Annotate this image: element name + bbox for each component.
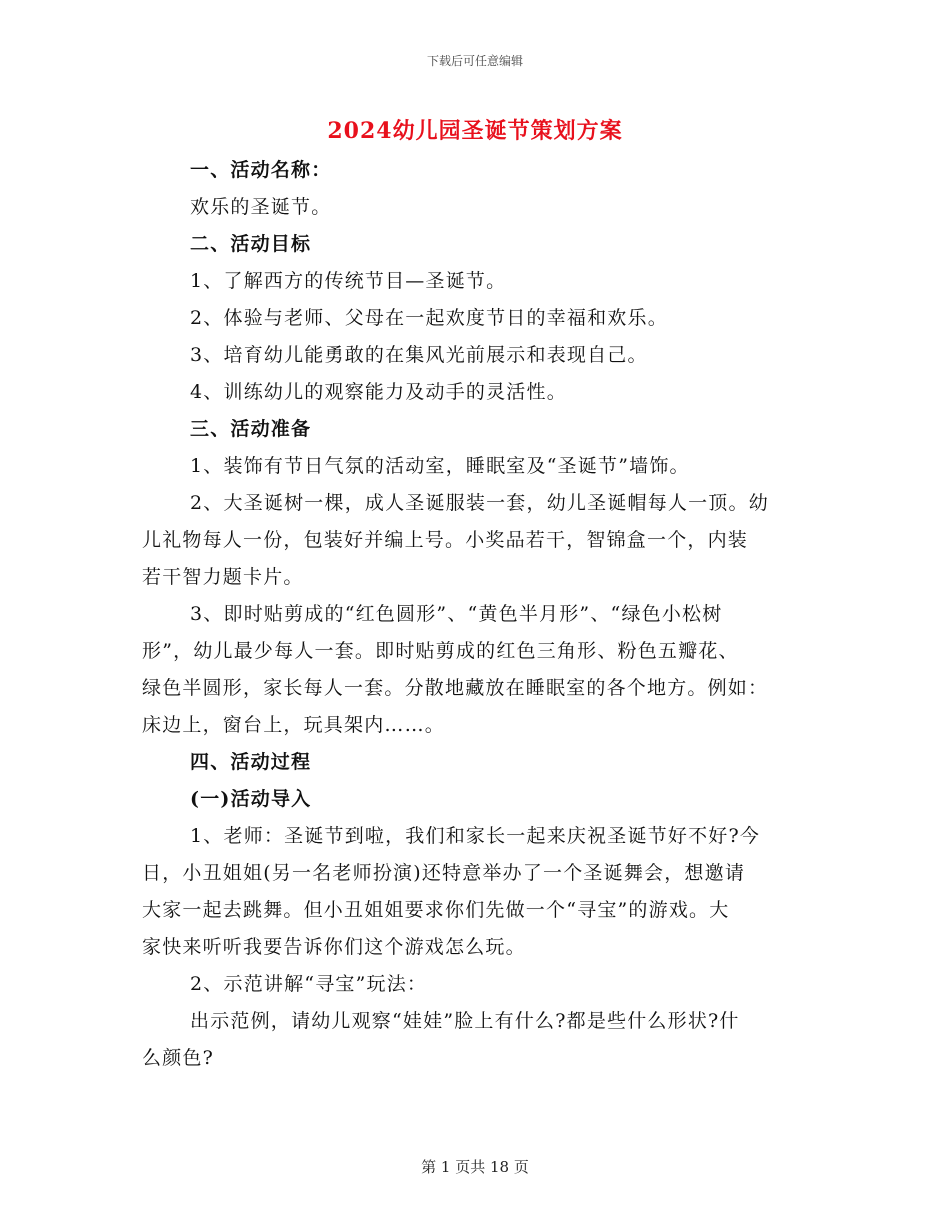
paragraph-continuation-line: 大家一起去跳舞。但小丑姐姐要求你们先做一个“寻宝”的游戏。大	[142, 899, 730, 921]
page-footer: 第 1 页共 18 页	[421, 1158, 529, 1176]
paragraph-continuation-line: 儿礼物每人一份，包装好并编上号。小奖品若干，智锦盒一个，内装	[142, 529, 749, 551]
paragraph-continuation-line: 绿色半圆形，家长每人一套。分散地藏放在睡眠室的各个地方。例如：	[142, 677, 769, 699]
paragraph-continuation-line: 形”，幼儿最少每人一套。即时贴剪成的红色三角形、粉色五瓣花、	[142, 640, 739, 662]
paragraph-continuation-line: 床边上，窗台上，玩具架内……。	[142, 714, 446, 736]
paragraph-line: 2、体验与老师、父母在一起欢度节日的幸福和欢乐。	[190, 307, 668, 329]
paragraph-line: 2、大圣诞树一棵，成人圣诞服装一套，幼儿圣诞帽每人一顶。幼	[190, 492, 769, 514]
document-title: 2024幼儿园圣诞节策划方案	[327, 118, 623, 144]
section-heading: 一、活动名称：	[190, 159, 332, 181]
paragraph-line: 3、培育幼儿能勇敢的在集风光前展示和表现自己。	[190, 344, 648, 366]
paragraph-line: 1、装饰有节日气氛的活动室，睡眠室及“圣诞节”墙饰。	[190, 455, 690, 477]
paragraph-continuation-line: 若干智力题卡片。	[142, 566, 304, 588]
section-heading: 四、活动过程	[190, 751, 312, 773]
paragraph-line: 出示范例，请幼儿观察“娃娃”脸上有什么?都是些什么形状?什	[190, 1010, 740, 1032]
paragraph-continuation-line: 么颜色?	[142, 1047, 214, 1069]
paragraph-line: 欢乐的圣诞节。	[190, 196, 332, 218]
paragraph-continuation-line: 日，小丑姐姐(另一名老师扮演)还特意举办了一个圣诞舞会，想邀请	[142, 862, 746, 884]
paragraph-line: 3、即时贴剪成的“红色圆形”、“黄色半月形”、“绿色小松树	[190, 603, 723, 625]
paragraph-line: 1、老师：圣诞节到啦，我们和家长一起来庆祝圣诞节好不好?今	[190, 825, 761, 847]
paragraph-line: 4、训练幼儿的观察能力及动手的灵活性。	[190, 381, 567, 403]
section-heading: (一)活动导入	[190, 788, 312, 810]
section-heading: 二、活动目标	[190, 233, 312, 255]
paragraph-line: 2、示范讲解“寻宝”玩法：	[190, 973, 428, 995]
page-header: 下载后可任意编辑	[426, 54, 523, 68]
paragraph-continuation-line: 家快来听听我要告诉你们这个游戏怎么玩。	[142, 936, 526, 958]
document-body	[142, 152, 810, 1077]
section-heading: 三、活动准备	[190, 418, 312, 440]
paragraph-line: 1、了解西方的传统节目—圣诞节。	[190, 270, 507, 292]
